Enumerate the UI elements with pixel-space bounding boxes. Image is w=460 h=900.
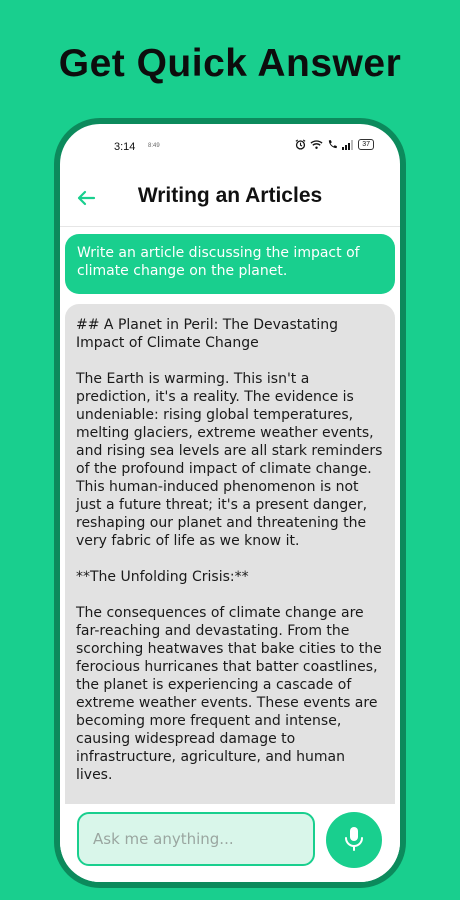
battery-indicator: 37 bbox=[358, 139, 374, 150]
signal-icon bbox=[342, 140, 354, 150]
page-title: Writing an Articles bbox=[137, 184, 323, 207]
phone-screen bbox=[60, 124, 400, 882]
status-icons bbox=[295, 139, 374, 150]
phone-frame bbox=[54, 118, 406, 888]
app-header bbox=[60, 170, 400, 227]
answer-section-title: **The Unfolding Crisis:** bbox=[76, 569, 249, 585]
alarm-icon bbox=[295, 139, 306, 150]
microphone-icon bbox=[343, 826, 365, 855]
answer-heading: ## A Planet in Peril: The Devastating Impact of Climate Change bbox=[76, 317, 338, 351]
user-prompt-bubble: Write an article discussing the impact of climate change on the planet. bbox=[65, 234, 395, 294]
call-icon bbox=[327, 139, 338, 150]
wifi-icon bbox=[310, 139, 323, 150]
status-small-indicator: 8:49 bbox=[148, 143, 160, 149]
mic-button[interactable] bbox=[326, 812, 382, 868]
answer-paragraph: The consequences of climate change are far-reaching and devastating. From the scorching heatwaves that bake cities to the ferocious hurricanes that batter coastlines, the planet is experiencing a cascade of extreme weather events. These events are becoming more frequent and intense, causing widespread damage to infrastructure, agriculture, and human lives. bbox=[76, 605, 382, 783]
answer-paragraph: The Earth is warming. This isn't a prediction, it's a reality. The evidence is undeniable: rising global temperatures, melting glaciers, extreme weather events, and rising sea levels are all stark reminders of the profound impact of climate change. This human-induced phenomenon is not just a future threat; it's a present danger, reshaping our planet and threatening the very fabric of life as we know it. bbox=[76, 371, 383, 549]
ask-input[interactable] bbox=[77, 812, 315, 866]
status-bar bbox=[60, 124, 400, 170]
input-bar bbox=[60, 804, 400, 882]
promo-headline: Get Quick Answer bbox=[58, 42, 402, 85]
status-time: 3:14 bbox=[114, 141, 136, 153]
answer-bubble bbox=[65, 304, 395, 844]
